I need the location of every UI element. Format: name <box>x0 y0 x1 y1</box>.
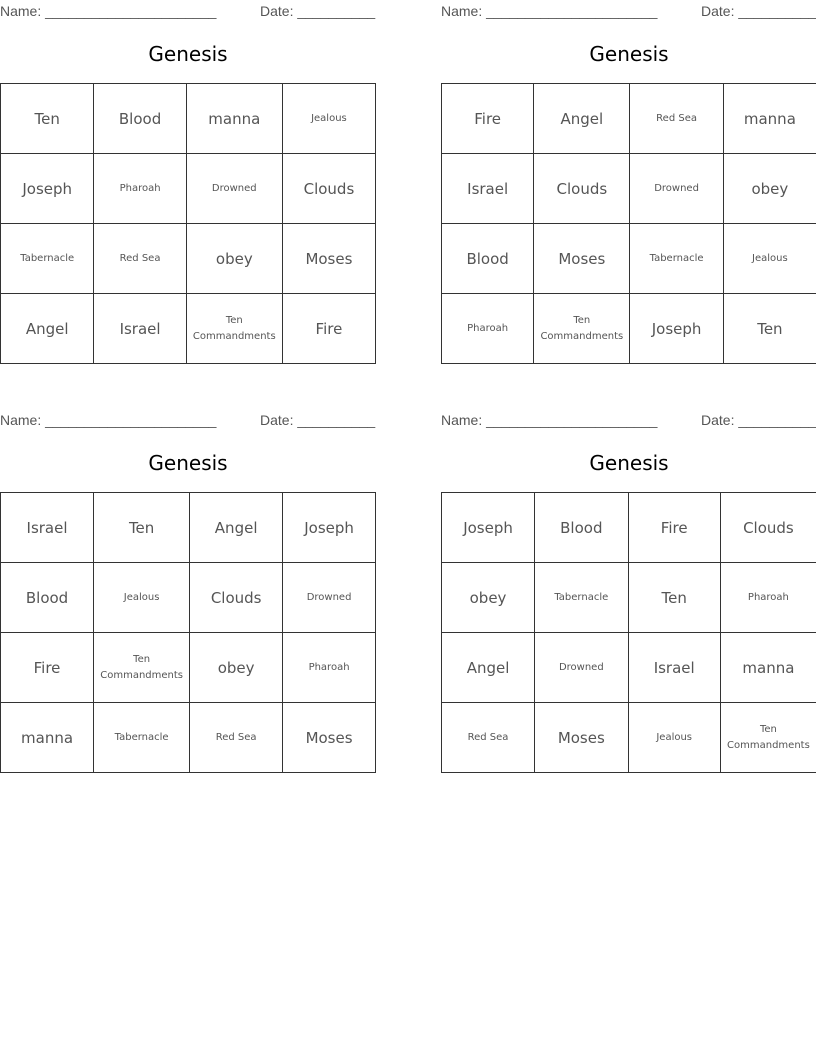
bingo-cell: manna <box>720 633 816 703</box>
bingo-cell: Jealous <box>94 563 190 633</box>
name-field: Name: ______________________ <box>0 3 217 19</box>
bingo-cell: Clouds <box>190 563 283 633</box>
bingo-card-2 <box>441 0 816 342</box>
bingo-cell: Drowned <box>630 154 723 224</box>
bingo-cell: Pharoah <box>283 633 376 703</box>
grid-row <box>442 633 816 703</box>
bingo-card-1 <box>0 0 376 342</box>
bingo-cell: Israel <box>1 493 94 563</box>
bingo-cell: manna <box>723 84 816 154</box>
bingo-cell: Clouds <box>534 154 630 224</box>
bingo-cell: Tabernacle <box>1 224 94 294</box>
bingo-cell: Drowned <box>283 563 376 633</box>
bingo-cell: Pharoah <box>94 154 186 224</box>
grid-row <box>1 493 376 563</box>
bingo-cell: Tabernacle <box>94 703 190 773</box>
bingo-cell: Ten <box>1 84 94 154</box>
bingo-cell: Jealous <box>723 224 816 294</box>
bingo-cell: Jealous <box>628 703 720 773</box>
bingo-cell: Fire <box>1 633 94 703</box>
name-date-row <box>441 409 816 431</box>
bingo-cell: Blood <box>442 224 534 294</box>
bingo-cell: Drowned <box>535 633 628 703</box>
bingo-cell: Angel <box>534 84 630 154</box>
bingo-cell: Moses <box>282 224 375 294</box>
bingo-cell: Ten Commandments <box>186 294 282 364</box>
bingo-cell: Red Sea <box>630 84 723 154</box>
bingo-cell: Fire <box>628 493 720 563</box>
bingo-cell: Red Sea <box>190 703 283 773</box>
bingo-cell: Israel <box>94 294 186 364</box>
bingo-cell: manna <box>1 703 94 773</box>
name-field: Name: ______________________ <box>441 3 658 19</box>
grid-row <box>442 294 816 364</box>
bingo-grid <box>441 492 816 773</box>
bingo-cell: Pharoah <box>442 294 534 364</box>
grid-row <box>1 84 376 154</box>
bingo-cell: Ten <box>723 294 816 364</box>
grid-row <box>442 563 816 633</box>
name-field: Name: ______________________ <box>441 412 658 428</box>
grid-row <box>442 703 816 773</box>
bingo-cell: Clouds <box>720 493 816 563</box>
bingo-cell: Blood <box>1 563 94 633</box>
bingo-cell: Israel <box>442 154 534 224</box>
bingo-cell: Joseph <box>283 493 376 563</box>
bingo-cell: Joseph <box>1 154 94 224</box>
bingo-cell: Fire <box>282 294 375 364</box>
grid-row <box>442 493 816 563</box>
bingo-cell: Pharoah <box>720 563 816 633</box>
bingo-cell: Tabernacle <box>630 224 723 294</box>
grid-row <box>442 224 816 294</box>
bingo-cell: Angel <box>442 633 535 703</box>
name-date-row <box>0 409 376 431</box>
grid-row <box>1 563 376 633</box>
bingo-cell: Jealous <box>282 84 375 154</box>
bingo-cell: Angel <box>1 294 94 364</box>
bingo-cell: Ten <box>628 563 720 633</box>
bingo-grid <box>0 492 376 773</box>
bingo-cell: Moses <box>283 703 376 773</box>
grid-row <box>1 154 376 224</box>
bingo-cell: Ten Commandments <box>94 633 190 703</box>
bingo-cell: Tabernacle <box>535 563 628 633</box>
bingo-grid <box>441 83 816 364</box>
bingo-cell: Joseph <box>442 493 535 563</box>
grid-row <box>1 703 376 773</box>
bingo-cell: Blood <box>535 493 628 563</box>
bingo-cell: Ten Commandments <box>534 294 630 364</box>
bingo-cell: Israel <box>628 633 720 703</box>
bingo-card-4 <box>441 409 816 751</box>
bingo-cell: Joseph <box>630 294 723 364</box>
name-date-row <box>441 0 816 22</box>
date-field: Date: __________ <box>701 412 816 428</box>
bingo-card-3 <box>0 409 376 747</box>
bingo-cell: manna <box>186 84 282 154</box>
bingo-cell: Clouds <box>282 154 375 224</box>
card-title: Genesis <box>148 42 228 66</box>
bingo-cell: Drowned <box>186 154 282 224</box>
bingo-cell: Angel <box>190 493 283 563</box>
card-title: Genesis <box>589 451 669 475</box>
bingo-cell: obey <box>190 633 283 703</box>
card-title: Genesis <box>589 42 669 66</box>
bingo-cell: Fire <box>442 84 534 154</box>
bingo-cell: obey <box>723 154 816 224</box>
bingo-cell: Moses <box>534 224 630 294</box>
bingo-cell: Red Sea <box>442 703 535 773</box>
card-title: Genesis <box>148 451 228 475</box>
grid-row <box>442 84 816 154</box>
bingo-cell: Ten Commandments <box>720 703 816 773</box>
bingo-cell: obey <box>442 563 535 633</box>
bingo-cell: Ten <box>94 493 190 563</box>
bingo-cell: Red Sea <box>94 224 186 294</box>
date-field: Date: __________ <box>260 3 376 19</box>
name-field: Name: ______________________ <box>0 412 217 428</box>
date-field: Date: __________ <box>701 3 816 19</box>
bingo-cell: Moses <box>535 703 628 773</box>
grid-row <box>1 633 376 703</box>
grid-row <box>442 154 816 224</box>
bingo-cell: obey <box>186 224 282 294</box>
grid-row <box>1 224 376 294</box>
bingo-grid <box>0 83 376 364</box>
name-date-row <box>0 0 376 22</box>
date-field: Date: __________ <box>260 412 376 428</box>
bingo-cell: Blood <box>94 84 186 154</box>
grid-row <box>1 294 376 364</box>
